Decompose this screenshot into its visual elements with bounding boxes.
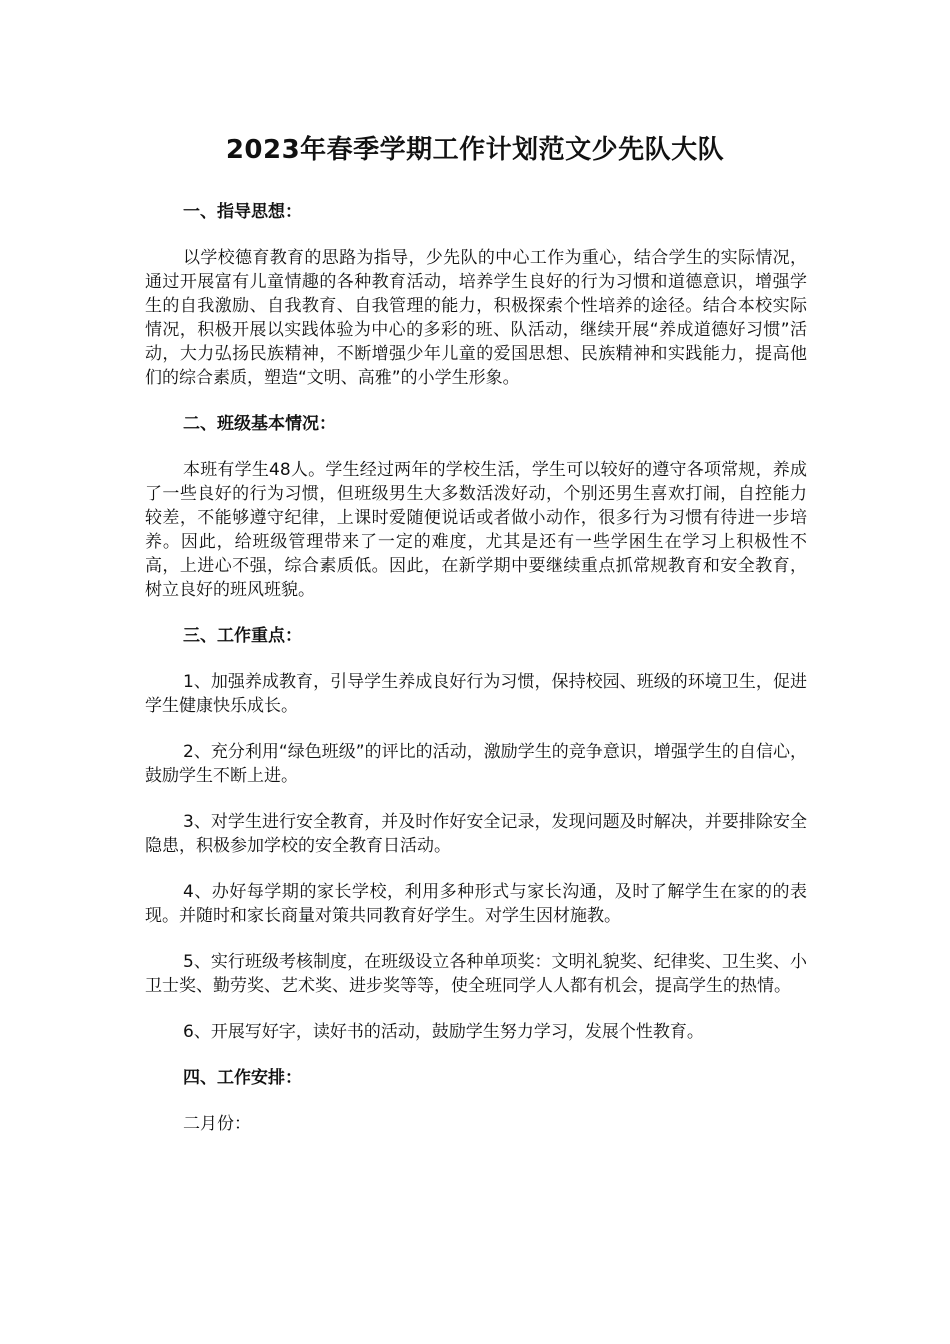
work-focus-item-6: 6、开展写好字，读好书的活动，鼓励学生努力学习，发展个性教育。 — [183, 1022, 704, 1042]
paragraph-guiding-thought: 以学校德育教育的思路为指导，少先队的中心工作为重心，结合学生的实际情况，通过开展富有儿童情趣的各种教育活动，培养学生良好的行为习惯和道德意识，增强学生的自我激励、自我教育、自我管理的能力，积极探索个性培养的途径。结合本校实际情况，积极开展以实践体验为中心的多彩的班、队活动，继续开展“养成道德好习惯”活动，大力弘扬民族精神，不断增强少年儿童的爱国思想、民族精神和实践能力，提高他们的综合素质，塑造“文明、高雅”的小学生形象。 — [145, 248, 807, 388]
work-focus-item-1: 1、加强养成教育，引导学生养成良好行为习惯，保持校园、班级的环境卫生，促进学生健康快乐成长。 — [145, 672, 807, 716]
schedule-month-february: 二月份： — [183, 1114, 251, 1134]
document-title: 2023年春季学期工作计划范文少先队大队 — [225, 135, 725, 165]
document-body — [145, 200, 807, 1158]
section-heading-work-schedule: 四、工作安排： — [183, 1068, 302, 1088]
section-heading-guiding-thought: 一、指导思想： — [183, 202, 302, 222]
paragraph-class-situation: 本班有学生48人。学生经过两年的学校生活，学生可以较好的遵守各项常规，养成了一些良好的行为习惯，但班级男生大多数活泼好动，个别还男生喜欢打闹，自控能力较差，不能够遵守纪律，上课时爱随便说话或者做小动作，很多行为习惯有待进一步培养。因此，给班级管理带来了一定的难度，尤其是还有一些学困生在学习上积极性不高，上进心不强，综合素质低。因此，在新学期中要继续重点抓常规教育和安全教育，树立良好的班风班貌。 — [145, 460, 807, 600]
work-focus-item-5: 5、实行班级考核制度，在班级设立各种单项奖：文明礼貌奖、纪律奖、卫生奖、小卫士奖、勤劳奖、艺术奖、进步奖等等，使全班同学人人都有机会，提高学生的热情。 — [145, 952, 807, 996]
section-heading-work-focus: 三、工作重点： — [183, 626, 302, 646]
section-heading-class-situation: 二、班级基本情况： — [183, 414, 336, 434]
work-focus-item-3: 3、对学生进行安全教育，并及时作好安全记录，发现问题及时解决，并要排除安全隐患，积极参加学校的安全教育日活动。 — [145, 812, 807, 856]
work-focus-item-2: 2、充分利用“绿色班级”的评比的活动，激励学生的竞争意识，增强学生的自信心，鼓励学生不断上进。 — [145, 742, 807, 786]
work-focus-item-4: 4、办好每学期的家长学校，利用多种形式与家长沟通，及时了解学生在家的的表现。并随时和家长商量对策共同教育好学生。对学生因材施教。 — [145, 882, 807, 926]
